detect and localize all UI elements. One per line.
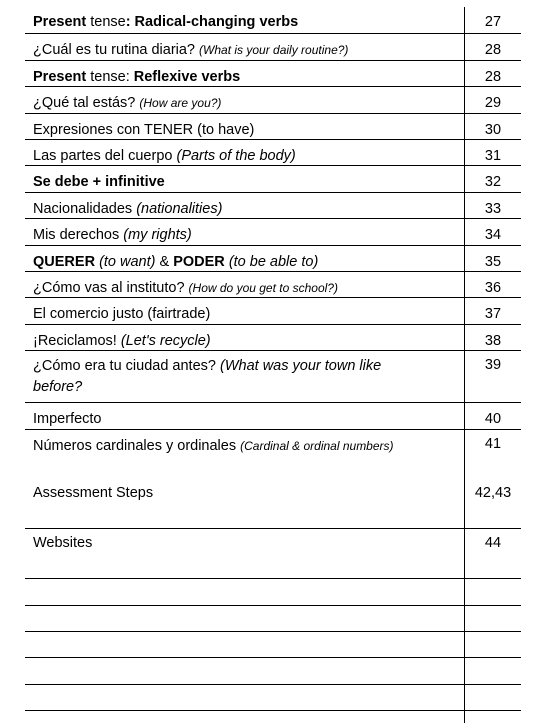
toc-title-bold: Present	[33, 69, 87, 85]
toc-title-translation: (Parts of the body)	[176, 148, 296, 164]
toc-page-empty	[464, 711, 521, 723]
toc-title-text: ¿Cuál es tu rutina diaria?	[33, 42, 200, 58]
toc-page-number: 27	[464, 7, 521, 33]
toc-page-number: 29	[464, 87, 521, 113]
toc-title-empty	[25, 711, 464, 723]
toc-title	[25, 403, 464, 429]
toc-title-text: Websites	[33, 535, 93, 551]
toc-title-empty	[25, 579, 464, 605]
toc-title-text: Mis derechos	[33, 227, 124, 243]
toc-page-number: 28	[464, 61, 521, 86]
toc-row	[25, 219, 521, 246]
toc-page-empty	[464, 579, 521, 605]
toc-row	[25, 529, 521, 579]
toc-row	[25, 246, 521, 272]
toc-page-number: 28	[464, 34, 521, 60]
toc-title-translation: (Cardinal & ordinal numbers)	[240, 439, 394, 453]
toc-title-text: ¡Reciclamos!	[33, 333, 121, 349]
toc-row	[25, 298, 521, 325]
toc-row-empty	[25, 579, 521, 606]
toc-row	[25, 114, 521, 140]
toc-row	[25, 193, 521, 219]
toc-title	[25, 193, 464, 218]
toc-row	[25, 7, 521, 34]
toc-title-translation: (to want)	[95, 254, 160, 270]
toc-page-number: 32	[464, 166, 521, 192]
toc-title	[25, 166, 464, 192]
toc-row	[25, 166, 521, 193]
toc-page-number: 41	[464, 430, 521, 480]
toc-title	[25, 34, 464, 60]
toc-title	[25, 114, 464, 139]
toc-page-number: 40	[464, 403, 521, 429]
toc-row-empty	[25, 632, 521, 658]
toc-row	[25, 480, 521, 529]
toc-page-number: 37	[464, 298, 521, 324]
toc-title-translation: (nationalities)	[136, 201, 223, 217]
table-of-contents	[25, 7, 521, 723]
toc-title	[25, 351, 464, 402]
toc-title-bold: PODER	[173, 254, 225, 270]
toc-page-number: 30	[464, 114, 521, 139]
toc-page-number: 36	[464, 272, 521, 297]
toc-title	[25, 87, 464, 113]
toc-page-number: 39	[464, 351, 521, 402]
toc-row-empty	[25, 711, 521, 723]
toc-page-number: 42,43	[464, 480, 521, 528]
toc-title-translation: (to be able to)	[224, 254, 319, 270]
toc-row	[25, 61, 521, 87]
toc-title-text: Nacionalidades	[33, 201, 137, 217]
toc-title-empty	[25, 632, 464, 657]
toc-page-number: 38	[464, 325, 521, 350]
toc-title-empty	[25, 685, 464, 710]
toc-row-empty	[25, 658, 521, 685]
toc-title-text: ¿Cómo era tu ciudad antes?	[33, 358, 220, 374]
toc-title	[25, 140, 464, 165]
toc-title-text: El comercio justo (fairtrade)	[33, 306, 211, 322]
toc-title-translation: (How do you get to school?)	[188, 281, 338, 295]
toc-title-text: Assessment Steps	[33, 485, 154, 501]
toc-page-number: 31	[464, 140, 521, 165]
toc-page-number: 44	[464, 529, 521, 578]
toc-title-text: Las partes del cuerpo	[33, 148, 177, 164]
toc-row	[25, 34, 521, 61]
toc-page-number: 35	[464, 246, 521, 271]
toc-page-empty	[464, 685, 521, 710]
toc-title-text: Números cardinales y ordinales	[33, 438, 241, 454]
toc-page-number: 33	[464, 193, 521, 218]
toc-title-text: tense:	[86, 69, 134, 85]
toc-title-translation: (What was your town like before?	[33, 358, 382, 395]
toc-title	[25, 272, 464, 297]
toc-row	[25, 140, 521, 166]
toc-title	[25, 298, 464, 324]
toc-title-translation: (How are you?)	[139, 96, 222, 110]
toc-title	[25, 7, 464, 33]
toc-page-empty	[464, 658, 521, 684]
toc-row-empty	[25, 685, 521, 711]
toc-title	[25, 219, 464, 245]
toc-title	[25, 61, 464, 86]
toc-title	[25, 246, 464, 271]
toc-title	[25, 430, 464, 480]
toc-title-bold: Reflexive verbs	[133, 69, 241, 85]
toc-title-text: Imperfecto	[33, 411, 102, 427]
toc-page-number: 34	[464, 219, 521, 245]
toc-row	[25, 403, 521, 430]
toc-title-bold: : Radical-changing verbs	[125, 14, 299, 30]
toc-title-empty	[25, 606, 464, 631]
toc-title	[25, 480, 464, 528]
toc-title-text: ¿Cómo vas al instituto?	[33, 280, 189, 296]
toc-title	[25, 529, 464, 578]
toc-page-empty	[464, 606, 521, 631]
toc-title-text: tense	[86, 14, 126, 30]
toc-title-translation: (What is your daily routine?)	[199, 43, 349, 57]
toc-title-empty	[25, 658, 464, 684]
toc-row	[25, 272, 521, 298]
toc-title-bold: QUERER	[33, 254, 96, 270]
toc-row	[25, 325, 521, 351]
toc-title	[25, 325, 464, 350]
toc-title-text: ¿Qué tal estás?	[33, 95, 140, 111]
toc-title-bold: Present	[33, 14, 87, 30]
toc-row-empty	[25, 606, 521, 632]
toc-title-translation: (Let's recycle)	[120, 333, 211, 349]
toc-page-empty	[464, 632, 521, 657]
toc-row	[25, 430, 521, 480]
toc-title-text: &	[159, 254, 174, 270]
toc-title-text: Expresiones con TENER (to have)	[33, 122, 255, 138]
toc-row	[25, 351, 521, 403]
toc-row	[25, 87, 521, 114]
toc-title-translation: (my rights)	[123, 227, 192, 243]
toc-title-bold: Se debe + infinitive	[33, 174, 165, 190]
